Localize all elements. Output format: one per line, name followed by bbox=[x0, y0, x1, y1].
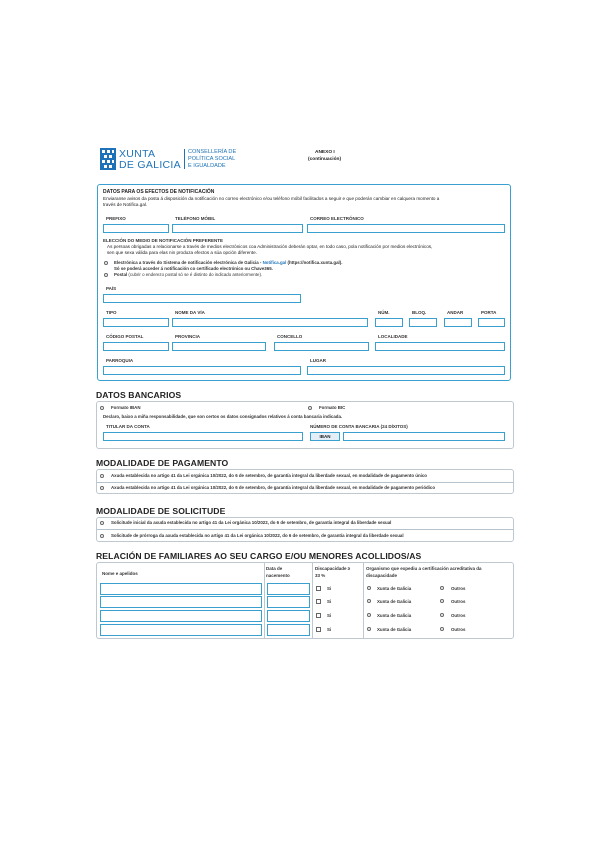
request-initial-radio[interactable] bbox=[100, 521, 104, 525]
number-input[interactable] bbox=[375, 318, 403, 327]
org-other-label: Outros bbox=[451, 599, 466, 604]
province-input[interactable] bbox=[172, 342, 266, 351]
mobile-label: TELÉFONO MÓBIL bbox=[175, 216, 216, 221]
xunta-emblem-icon bbox=[100, 148, 116, 170]
notification-intro-1: Enviaranse avisos da posta á disposición da notificación no correo electrónico e/ou teléfono móbil facilitados a seguir e que poderán cambiar en calquera momento a bbox=[103, 196, 440, 201]
email-label: CORREO ELECTRÓNICO bbox=[310, 216, 364, 221]
zip-input[interactable] bbox=[103, 342, 169, 351]
disability-yes-label: Si bbox=[327, 613, 332, 618]
family-title: RELACIÓN DE FAMILIARES AO SEU CARGO E/OU MENORES ACOLLIDOS/AS bbox=[96, 551, 422, 561]
org-xunta-radio[interactable] bbox=[367, 586, 371, 590]
prefix-label: PREFIXO bbox=[106, 216, 126, 221]
request-divider bbox=[97, 529, 513, 530]
col-separator bbox=[264, 563, 265, 638]
council-label: CONCELLO bbox=[277, 334, 303, 339]
org-other-label: Outros bbox=[451, 627, 466, 632]
floor-label: ANDAR bbox=[447, 310, 464, 315]
parish-input[interactable] bbox=[103, 366, 301, 375]
street-input[interactable] bbox=[172, 318, 368, 327]
street-label: NOME DA VÍA bbox=[175, 310, 205, 315]
medium-text-2: sen que sexa válida para elas nin produza efectos a súa opción diferente. bbox=[107, 250, 257, 255]
postal-option[interactable] bbox=[114, 272, 262, 277]
notification-intro-2: través de Notifica.gal. bbox=[103, 202, 148, 207]
annex-subtitle: (continuación) bbox=[308, 157, 342, 162]
type-label: TIPO bbox=[106, 310, 117, 315]
logo-divider bbox=[184, 149, 185, 169]
notification-title: DATOS PARA OS EFECTOS DE NOTIFICACIÓN bbox=[103, 189, 215, 195]
payment-divider bbox=[97, 482, 513, 483]
bank-section bbox=[96, 401, 514, 449]
province-label: PROVINCIA bbox=[175, 334, 201, 339]
disability-checkbox[interactable] bbox=[316, 599, 321, 604]
holder-label: TITULAR DA CONTA bbox=[106, 424, 150, 429]
org-other-radio[interactable] bbox=[440, 599, 444, 603]
disability-yes-label: Si bbox=[327, 627, 332, 632]
postal-option-note: (cubrir o enderezo postal só se é distinto do indicado anteriormente). bbox=[128, 272, 263, 277]
electronic-option-text: Electrónica a través do Sistema de notificación electrónica de Galicia - bbox=[114, 260, 262, 265]
holder-input[interactable] bbox=[103, 432, 303, 441]
payment-periodic-option: Axuda establecida no artigo 41 da Lei orgánica 10/2022, do 6 de setembro, de garantía integral da liberdade sexual, en modalidade de pagamento periódico bbox=[111, 485, 436, 490]
country-input[interactable] bbox=[103, 294, 301, 303]
annex-title: ANEXO I bbox=[315, 150, 335, 155]
disability-yes-label: Si bbox=[327, 599, 332, 604]
family-name-input[interactable] bbox=[100, 596, 262, 608]
request-extension-option: Solicitude de prórroga da axuda establecida no artigo 41 da Lei orgánica 10/2022, do 6 de setembro, de garantía integral da liberdade sexual bbox=[111, 533, 404, 538]
logo-line-2: DE GALICIA bbox=[119, 159, 181, 171]
family-birth-input[interactable] bbox=[267, 583, 310, 595]
electronic-radio[interactable] bbox=[104, 261, 108, 265]
org-other-label: Outros bbox=[451, 586, 466, 591]
electronic-option-note: Só se poderá acceder á notificación co certificado electrónico ou Chave365. bbox=[114, 266, 273, 271]
electronic-option[interactable] bbox=[114, 260, 342, 265]
org-xunta-label: Xunta de Galicia bbox=[377, 613, 412, 618]
number-label: NÚM. bbox=[378, 310, 390, 315]
request-initial-option: Solicitude inicial da axuda establecida no artigo 41 da Lei orgánica 10/2022, do 6 de setembro, de garantía integral da liberdade sexual bbox=[111, 520, 392, 525]
family-name-input[interactable] bbox=[100, 624, 262, 636]
org-xunta-label: Xunta de Galicia bbox=[377, 599, 412, 604]
family-birth-input[interactable] bbox=[267, 610, 310, 622]
family-name-input[interactable] bbox=[100, 583, 262, 595]
col-birth-header-1: Data de bbox=[266, 566, 283, 571]
email-input[interactable] bbox=[307, 224, 505, 233]
locality-label: LOCALIDADE bbox=[378, 334, 408, 339]
payment-title: MODALIDADE DE PAGAMENTO bbox=[96, 458, 229, 468]
account-label: NÚMERO DE CONTA BANCARIA (24 DÍXITOS) bbox=[310, 424, 408, 429]
request-extension-radio[interactable] bbox=[100, 534, 104, 538]
bank-title: DATOS BANCARIOS bbox=[96, 390, 182, 400]
family-birth-input[interactable] bbox=[267, 624, 310, 636]
block-label: BLOQ. bbox=[412, 310, 427, 315]
org-xunta-radio[interactable] bbox=[367, 599, 371, 603]
mobile-input[interactable] bbox=[172, 224, 303, 233]
medium-text-1: As persoas obrigadas a relacionarse a través de medios electrónicos coa Administración deberán optar, en todo caso, pola notificación por medios electrónicos, bbox=[107, 244, 433, 249]
place-label: LUGAR bbox=[310, 358, 326, 363]
bic-radio[interactable] bbox=[308, 406, 312, 410]
council-input[interactable] bbox=[274, 342, 369, 351]
door-input[interactable] bbox=[478, 318, 505, 327]
notification-section bbox=[97, 184, 511, 381]
notifica-url: (https://notifica.xunta.gal). bbox=[287, 260, 343, 265]
parish-label: PARROQUIA bbox=[106, 358, 134, 363]
org-xunta-label: Xunta de Galicia bbox=[377, 586, 412, 591]
col-org-header-1: Organismo que expediu a certificación acreditativa da bbox=[366, 566, 482, 571]
logo-line-1: XUNTA bbox=[119, 148, 156, 160]
org-xunta-radio[interactable] bbox=[367, 627, 371, 631]
iban-prefix: IBAN bbox=[319, 434, 331, 439]
postal-option-text: Postal bbox=[114, 272, 128, 277]
bank-declaration: Declaro, baixo a miña responsabilidade, que son certos os datos consignados relativos á conta bancaria indicada. bbox=[103, 414, 343, 419]
request-title: MODALIDADE DE SOLICITUDE bbox=[96, 506, 226, 516]
family-birth-input[interactable] bbox=[267, 596, 310, 608]
prefix-input[interactable] bbox=[103, 224, 169, 233]
locality-input[interactable] bbox=[375, 342, 505, 351]
door-label: PORTA bbox=[481, 310, 497, 315]
medium-title: ELECCIÓN DO MEDIO DE NOTIFICACIÓN PREFERENTE bbox=[103, 238, 224, 243]
col-org-header-2: discapacidade bbox=[366, 573, 398, 578]
type-input[interactable] bbox=[103, 318, 169, 327]
iban-format-label: Formato IBAN bbox=[111, 405, 141, 410]
country-label: PAÍS bbox=[106, 286, 117, 291]
account-input[interactable] bbox=[343, 432, 505, 441]
col-disability-header-2: 33 % bbox=[315, 573, 326, 578]
col-name-header: Nome e apelidos bbox=[102, 571, 138, 576]
zip-label: CÓDIGO POSTAL bbox=[106, 334, 144, 339]
dept-line-2: POLÍTICA SOCIAL bbox=[188, 156, 236, 162]
iban-radio[interactable] bbox=[100, 406, 104, 410]
org-other-label: Outros bbox=[451, 613, 466, 618]
block-input[interactable] bbox=[409, 318, 437, 327]
org-xunta-radio[interactable] bbox=[367, 613, 371, 617]
dept-line-3: E IGUALDADE bbox=[188, 163, 226, 169]
payment-single-radio[interactable] bbox=[100, 474, 104, 478]
disability-checkbox[interactable] bbox=[316, 586, 321, 591]
col-separator bbox=[312, 563, 313, 638]
org-xunta-label: Xunta de Galicia bbox=[377, 627, 412, 632]
disability-yes-label: Si bbox=[327, 586, 332, 591]
org-other-radio[interactable] bbox=[440, 586, 444, 590]
col-separator bbox=[363, 563, 364, 638]
notifica-link[interactable]: Notifica.gal bbox=[262, 260, 287, 265]
postal-radio[interactable] bbox=[104, 273, 108, 277]
disability-checkbox[interactable] bbox=[316, 613, 321, 618]
payment-single-option: Axuda establecida no artigo 41 da Lei orgánica 10/2022, do 6 de setembro, de garantía integral da liberdade sexual, en modalidade de pagamento único bbox=[111, 473, 427, 478]
xunta-logo bbox=[100, 148, 250, 172]
org-other-radio[interactable] bbox=[440, 627, 444, 631]
col-birth-header-2: nacemento bbox=[266, 573, 290, 578]
org-other-radio[interactable] bbox=[440, 613, 444, 617]
iban-prefix-box bbox=[310, 432, 340, 441]
family-name-input[interactable] bbox=[100, 610, 262, 622]
dept-line-1: CONSELLERÍA DE bbox=[188, 149, 237, 155]
col-disability-header-1: Discapacidade ≥ bbox=[315, 566, 351, 571]
payment-periodic-radio[interactable] bbox=[100, 486, 104, 490]
disability-checkbox[interactable] bbox=[316, 627, 321, 632]
bic-format-label: Formato BIC bbox=[319, 405, 346, 410]
place-input[interactable] bbox=[307, 366, 505, 375]
floor-input[interactable] bbox=[444, 318, 472, 327]
